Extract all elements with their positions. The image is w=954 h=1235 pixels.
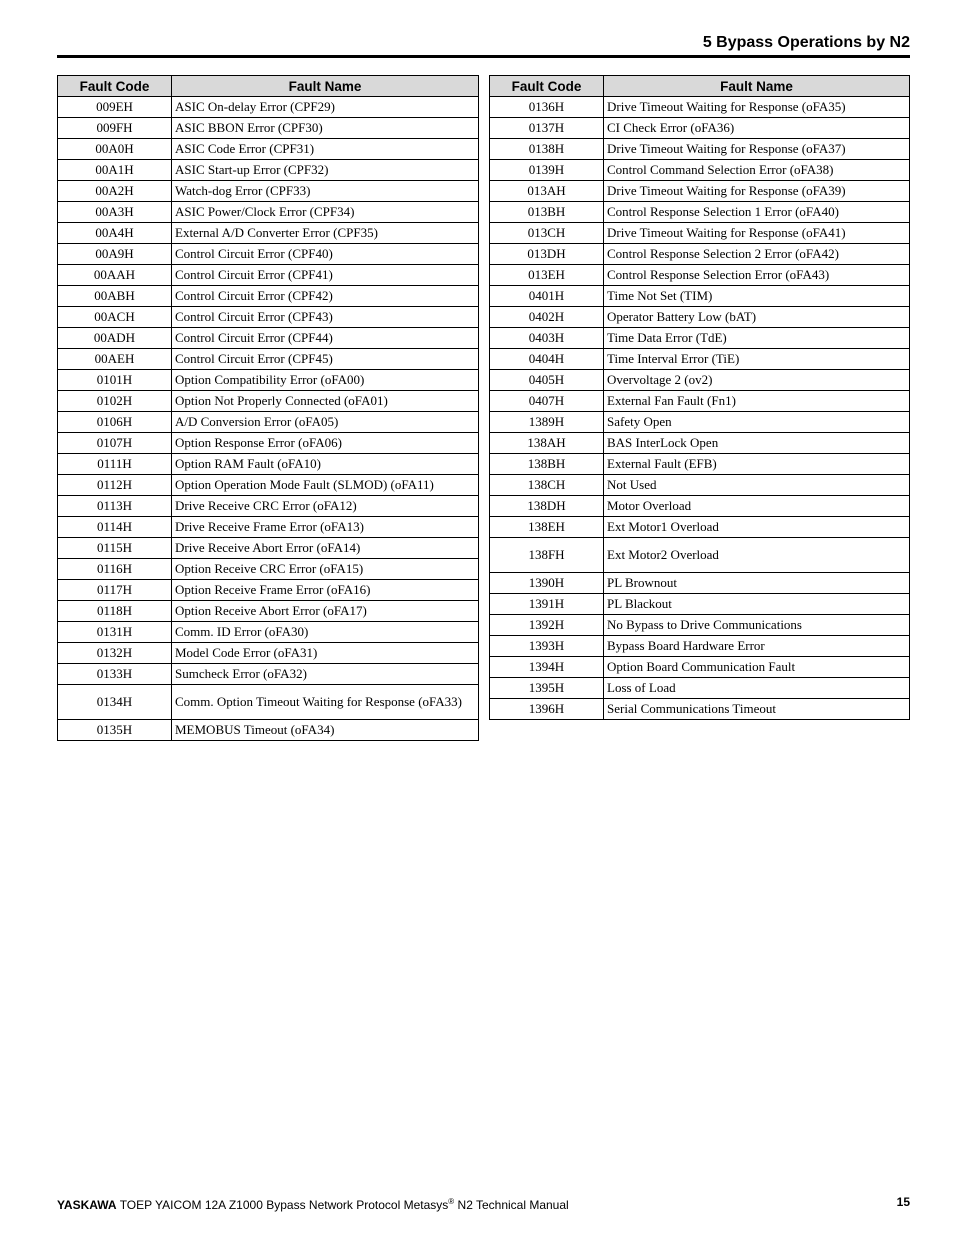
fault-name-cell: BAS InterLock Open [604,433,910,454]
table-row [58,265,479,286]
fault-name-cell: Time Interval Error (TiE) [604,349,910,370]
table-row [58,139,479,160]
fault-code-cell: 0116H [58,559,172,580]
fault-code-cell: 0106H [58,412,172,433]
fault-code-cell: 0402H [490,307,604,328]
fault-code-cell: 0114H [58,517,172,538]
fault-table-body-left [58,97,479,741]
table-row [490,160,910,181]
fault-code-cell: 0404H [490,349,604,370]
fault-code-cell: 00ADH [58,328,172,349]
fault-code-cell: 1391H [490,594,604,615]
table-row [490,496,910,517]
table-row [58,559,479,580]
fault-name-cell: Ext Motor2 Overload [604,538,910,573]
fault-name-cell: CI Check Error (oFA36) [604,118,910,139]
fault-name-cell: Bypass Board Hardware Error [604,636,910,657]
fault-name-cell: Option Receive Abort Error (oFA17) [172,601,479,622]
fault-code-cell: 138CH [490,475,604,496]
table-row [58,160,479,181]
fault-name-cell: Control Circuit Error (CPF41) [172,265,479,286]
fault-name-cell: Option Response Error (oFA06) [172,433,479,454]
fault-name-cell: Not Used [604,475,910,496]
fault-code-cell: 00A0H [58,139,172,160]
fault-name-cell: Drive Timeout Waiting for Response (oFA39) [604,181,910,202]
fault-name-cell: Operator Battery Low (bAT) [604,307,910,328]
table-row [490,517,910,538]
fault-name-cell: External Fan Fault (Fn1) [604,391,910,412]
fault-code-cell: 0407H [490,391,604,412]
fault-name-cell: Model Code Error (oFA31) [172,643,479,664]
table-row [490,433,910,454]
fault-name-cell: ASIC BBON Error (CPF30) [172,118,479,139]
table-row [490,615,910,636]
fault-code-cell: 0133H [58,664,172,685]
fault-code-cell: 009EH [58,97,172,118]
fault-code-cell: 0117H [58,580,172,601]
fault-name-cell: Drive Receive Frame Error (oFA13) [172,517,479,538]
table-row [490,391,910,412]
table-row [58,286,479,307]
fault-name-cell: Safety Open [604,412,910,433]
table-row [490,181,910,202]
fault-name-cell: Option Compatibility Error (oFA00) [172,370,479,391]
fault-name-cell: PL Brownout [604,573,910,594]
fault-name-cell: Sumcheck Error (oFA32) [172,664,479,685]
fault-code-cell: 0102H [58,391,172,412]
fault-code-cell: 00ABH [58,286,172,307]
fault-code-cell: 1396H [490,699,604,720]
fault-code-cell: 00A4H [58,223,172,244]
fault-table-body-right [490,97,910,720]
table-row [58,391,479,412]
fault-name-cell: ASIC Start-up Error (CPF32) [172,160,479,181]
registered-mark: ® [448,1197,455,1206]
table-row [58,307,479,328]
table-row [490,573,910,594]
table-header-row [58,76,479,97]
fault-code-cell: 0132H [58,643,172,664]
fault-name-cell: Drive Timeout Waiting for Response (oFA35) [604,97,910,118]
fault-name-cell: Drive Receive CRC Error (oFA12) [172,496,479,517]
table-row [58,349,479,370]
table-row [58,118,479,139]
fault-name-cell: A/D Conversion Error (oFA05) [172,412,479,433]
fault-code-cell: 138AH [490,433,604,454]
fault-name-cell: Option RAM Fault (oFA10) [172,454,479,475]
table-row [58,496,479,517]
fault-name-cell: MEMOBUS Timeout (oFA34) [172,720,479,741]
fault-name-cell: Time Not Set (TIM) [604,286,910,307]
fault-code-cell: 00AAH [58,265,172,286]
fault-code-cell: 1392H [490,615,604,636]
fault-code-cell: 0112H [58,475,172,496]
table-row [490,678,910,699]
fault-code-cell: 0403H [490,328,604,349]
fault-name-cell: Control Circuit Error (CPF44) [172,328,479,349]
fault-code-cell: 00AEH [58,349,172,370]
fault-code-cell: 00A9H [58,244,172,265]
fault-code-cell: 1394H [490,657,604,678]
footer-manual-title: TOEP YAICOM 12A Z1000 Bypass Network Protocol Metasys [116,1198,449,1212]
table-row [58,720,479,741]
table-row [58,412,479,433]
table-row [58,475,479,496]
table-row [58,328,479,349]
fault-code-cell: 1389H [490,412,604,433]
fault-name-cell: Time Data Error (TdE) [604,328,910,349]
fault-code-cell: 0137H [490,118,604,139]
fault-code-cell: 013DH [490,244,604,265]
table-row [58,643,479,664]
table-row [58,622,479,643]
table-row [490,202,910,223]
fault-code-cell: 1395H [490,678,604,699]
fault-code-cell: 00A3H [58,202,172,223]
fault-code-cell: 0136H [490,97,604,118]
table-row [490,594,910,615]
fault-code-cell: 00A2H [58,181,172,202]
fault-name-cell: Control Response Selection 2 Error (oFA42) [604,244,910,265]
table-row [58,97,479,118]
table-row [58,664,479,685]
table-row [58,433,479,454]
fault-code-table-left [57,75,479,741]
fault-code-cell: 138FH [490,538,604,573]
fault-name-cell: Comm. ID Error (oFA30) [172,622,479,643]
fault-name-cell: Watch-dog Error (CPF33) [172,181,479,202]
fault-name-cell: Control Circuit Error (CPF43) [172,307,479,328]
footer-manual-title-end: N2 Technical Manual [454,1198,569,1212]
table-row [490,699,910,720]
table-row [490,412,910,433]
fault-name-cell: Control Command Selection Error (oFA38) [604,160,910,181]
fault-code-cell: 1390H [490,573,604,594]
fault-code-cell: 0135H [58,720,172,741]
table-row [490,349,910,370]
table-row [58,181,479,202]
fault-code-cell: 00ACH [58,307,172,328]
fault-code-cell: 0131H [58,622,172,643]
table-row [58,601,479,622]
fault-name-cell: Drive Timeout Waiting for Response (oFA37) [604,139,910,160]
table-row [490,538,910,573]
fault-name-cell: Option Board Communication Fault [604,657,910,678]
table-row [490,118,910,139]
fault-name-cell: Drive Timeout Waiting for Response (oFA41) [604,223,910,244]
table-row [490,139,910,160]
fault-code-cell: 0405H [490,370,604,391]
column-header-fault-code: Fault Code [58,76,172,97]
fault-code-table-right [489,75,910,720]
table-header-row [490,76,910,97]
fault-code-cell: 009FH [58,118,172,139]
section-title: 5 Bypass Operations by N2 [702,34,910,51]
fault-code-cell: 138EH [490,517,604,538]
fault-code-cell: 0138H [490,139,604,160]
fault-name-cell: Option Receive CRC Error (oFA15) [172,559,479,580]
table-row [490,475,910,496]
table-row [490,328,910,349]
fault-name-cell: Loss of Load [604,678,910,699]
table-row [58,517,479,538]
fault-name-cell: External Fault (EFB) [604,454,910,475]
table-row [490,454,910,475]
fault-code-cell: 00A1H [58,160,172,181]
fault-code-cell: 013EH [490,265,604,286]
table-row [490,265,910,286]
page-footer [57,1193,910,1211]
table-row [58,244,479,265]
fault-code-cell: 138DH [490,496,604,517]
table-row [490,244,910,265]
fault-code-cell: 0139H [490,160,604,181]
fault-name-cell: Control Circuit Error (CPF40) [172,244,479,265]
fault-code-cell: 013CH [490,223,604,244]
table-row [58,202,479,223]
fault-name-cell: Option Operation Mode Fault (SLMOD) (oFA11) [172,475,479,496]
fault-name-cell: External A/D Converter Error (CPF35) [172,223,479,244]
table-row [490,307,910,328]
table-row [58,454,479,475]
fault-name-cell: Motor Overload [604,496,910,517]
table-row [58,685,479,720]
fault-code-cell: 013BH [490,202,604,223]
fault-name-cell: Control Response Selection 1 Error (oFA40) [604,202,910,223]
table-row [490,657,910,678]
footer-brand: YASKAWA [57,1198,117,1212]
fault-name-cell: Drive Receive Abort Error (oFA14) [172,538,479,559]
fault-name-cell: Serial Communications Timeout [604,699,910,720]
fault-name-cell: Comm. Option Timeout Waiting for Response (oFA33) [172,685,479,720]
column-header-fault-code: Fault Code [490,76,604,97]
fault-code-cell: 138BH [490,454,604,475]
fault-name-cell: ASIC On-delay Error (CPF29) [172,97,479,118]
fault-code-cell: 0113H [58,496,172,517]
fault-name-cell: ASIC Code Error (CPF31) [172,139,479,160]
fault-code-cell: 013AH [490,181,604,202]
fault-name-cell: Option Receive Frame Error (oFA16) [172,580,479,601]
fault-code-cell: 0107H [58,433,172,454]
fault-code-cell: 0401H [490,286,604,307]
fault-name-cell: Overvoltage 2 (ov2) [604,370,910,391]
fault-code-cell: 0101H [58,370,172,391]
fault-name-cell: PL Blackout [604,594,910,615]
fault-name-cell: Control Response Selection Error (oFA43) [604,265,910,286]
column-header-fault-name: Fault Name [172,76,479,97]
table-row [58,370,479,391]
table-row [490,286,910,307]
fault-name-cell: ASIC Power/Clock Error (CPF34) [172,202,479,223]
fault-name-cell: No Bypass to Drive Communications [604,615,910,636]
table-row [58,223,479,244]
fault-code-cell: 1393H [490,636,604,657]
fault-code-cell: 0111H [58,454,172,475]
table-row [490,223,910,244]
table-row [490,636,910,657]
fault-name-cell: Ext Motor1 Overload [604,517,910,538]
table-row [58,580,479,601]
page-header [57,33,910,58]
fault-code-cell: 0134H [58,685,172,720]
table-row [490,97,910,118]
fault-name-cell: Control Circuit Error (CPF45) [172,349,479,370]
fault-name-cell: Option Not Properly Connected (oFA01) [172,391,479,412]
fault-code-cell: 0118H [58,601,172,622]
fault-name-cell: Control Circuit Error (CPF42) [172,286,479,307]
page-number: 15 [896,1195,910,1209]
table-row [58,538,479,559]
column-header-fault-name: Fault Name [604,76,910,97]
fault-code-cell: 0115H [58,538,172,559]
table-row [490,370,910,391]
